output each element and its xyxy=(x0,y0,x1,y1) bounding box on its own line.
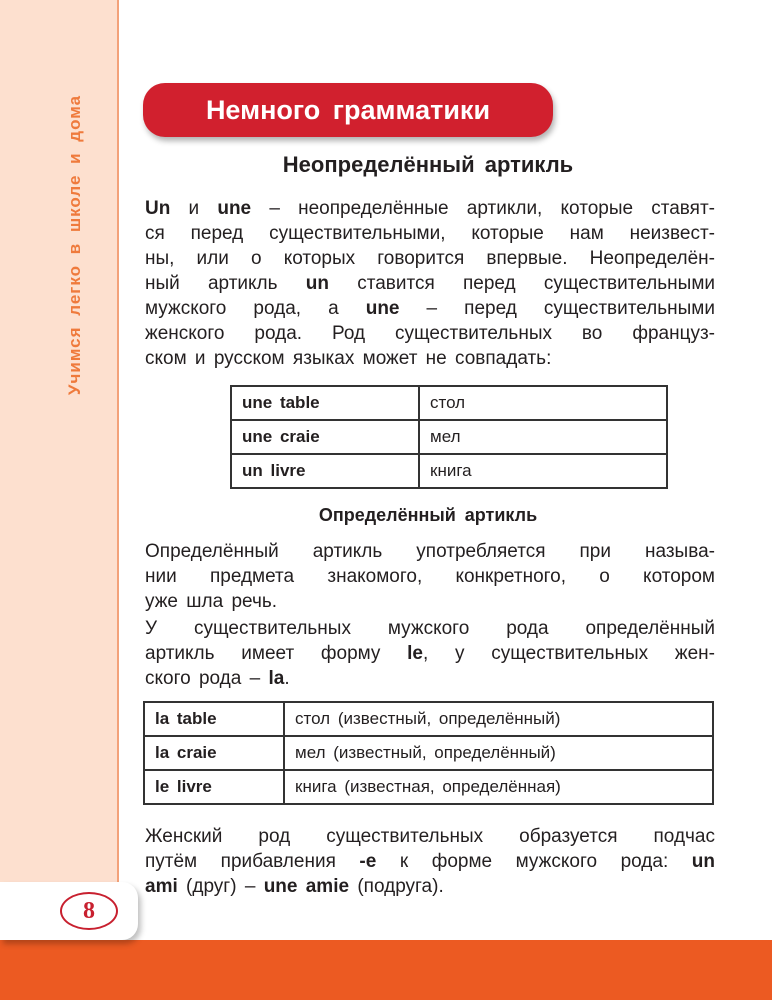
text-segment: У существительных мужского рода определённый xyxy=(145,618,715,639)
text-line xyxy=(145,849,715,874)
series-title: Учимся легко в школе и дома xyxy=(65,94,84,396)
text-segment: уже шла речь. xyxy=(145,591,278,612)
text-segment: ны, или о которых говорится впервые. Неопределён- xyxy=(145,248,715,269)
text-segment: ставится перед существительными xyxy=(328,273,715,294)
french-cell: la table xyxy=(144,702,284,736)
text-segment: Определённый артикль употребляется при называ- xyxy=(145,541,715,562)
russian-cell: мел xyxy=(419,420,667,454)
paragraph-indefinite xyxy=(145,196,715,371)
page-number: 8 xyxy=(60,892,118,930)
text-line xyxy=(145,874,715,899)
text-segment: Женский род существительных образуется подчас xyxy=(145,826,715,847)
french-term: un xyxy=(305,273,329,294)
french-term: la xyxy=(268,668,285,689)
text-segment: ный артикль xyxy=(145,273,306,294)
russian-cell: книга (известная, определённая) xyxy=(284,770,713,804)
french-term: ami xyxy=(145,876,178,897)
french-cell: un livre xyxy=(231,454,419,488)
table-row xyxy=(231,386,667,420)
text-line xyxy=(145,641,715,666)
french-cell: une craie xyxy=(231,420,419,454)
french-term: le xyxy=(407,643,423,664)
table-definite xyxy=(143,701,714,805)
text-line xyxy=(145,346,715,371)
text-segment: (друг) – xyxy=(177,876,264,897)
french-term: une xyxy=(365,298,400,319)
text-segment: – перед существительными xyxy=(399,298,715,319)
text-segment: и xyxy=(170,198,218,219)
russian-cell: стол (известный, определённый) xyxy=(284,702,713,736)
heading-definite-article: Определённый артикль xyxy=(318,505,538,525)
text-segment: ском и русском языках может не совпадать: xyxy=(145,348,552,369)
text-segment: ского рода – xyxy=(145,668,269,689)
paragraph-definite-forms xyxy=(145,616,715,691)
text-line xyxy=(145,321,715,346)
french-cell: la craie xyxy=(144,736,284,770)
text-line xyxy=(145,564,715,589)
text-segment: . xyxy=(284,668,290,689)
french-term: une xyxy=(217,198,252,219)
french-cell: le livre xyxy=(144,770,284,804)
paragraph-definite-usage xyxy=(145,539,715,614)
french-term: Un xyxy=(145,198,171,219)
text-line xyxy=(145,296,715,321)
french-term: -e xyxy=(359,851,377,872)
text-line xyxy=(145,221,715,246)
text-segment: к форме мужского рода: xyxy=(376,851,692,872)
text-segment: , у существительных жен- xyxy=(423,643,715,664)
table-row xyxy=(231,454,667,488)
russian-cell: мел (известный, определённый) xyxy=(284,736,713,770)
text-segment: (подруга). xyxy=(349,876,444,897)
text-line xyxy=(145,616,715,641)
table-row xyxy=(144,770,713,804)
text-segment: нии предмета знакомого, конкретного, о котором xyxy=(145,566,715,587)
table-row xyxy=(144,702,713,736)
text-line xyxy=(145,539,715,564)
text-segment: – неопределённые артикли, которые ставят- xyxy=(251,198,715,219)
table-row xyxy=(144,736,713,770)
text-line xyxy=(145,666,715,691)
section-banner: Немного грамматики xyxy=(143,83,553,137)
text-segment: женского рода. Род существительных во француз- xyxy=(145,323,715,344)
table-indefinite xyxy=(230,385,668,489)
text-line xyxy=(145,196,715,221)
text-line xyxy=(145,271,715,296)
table-row xyxy=(231,420,667,454)
french-term: une amie xyxy=(263,876,350,897)
text-segment: ся перед существительными, которые нам неизвест- xyxy=(145,223,715,244)
french-term: un xyxy=(691,851,715,872)
text-line xyxy=(145,589,715,614)
russian-cell: стол xyxy=(419,386,667,420)
text-line xyxy=(145,246,715,271)
russian-cell: книга xyxy=(419,454,667,488)
bottom-band xyxy=(0,940,772,1000)
text-line xyxy=(145,824,715,849)
text-segment: артикль имеет форму xyxy=(145,643,408,664)
sidebar-strip xyxy=(0,0,119,940)
french-cell: une table xyxy=(231,386,419,420)
text-segment: путём прибавления xyxy=(145,851,360,872)
paragraph-feminine xyxy=(145,824,715,899)
heading-indefinite-article: Неопределённый артикль xyxy=(282,152,574,177)
text-segment: мужского рода, а xyxy=(145,298,366,319)
